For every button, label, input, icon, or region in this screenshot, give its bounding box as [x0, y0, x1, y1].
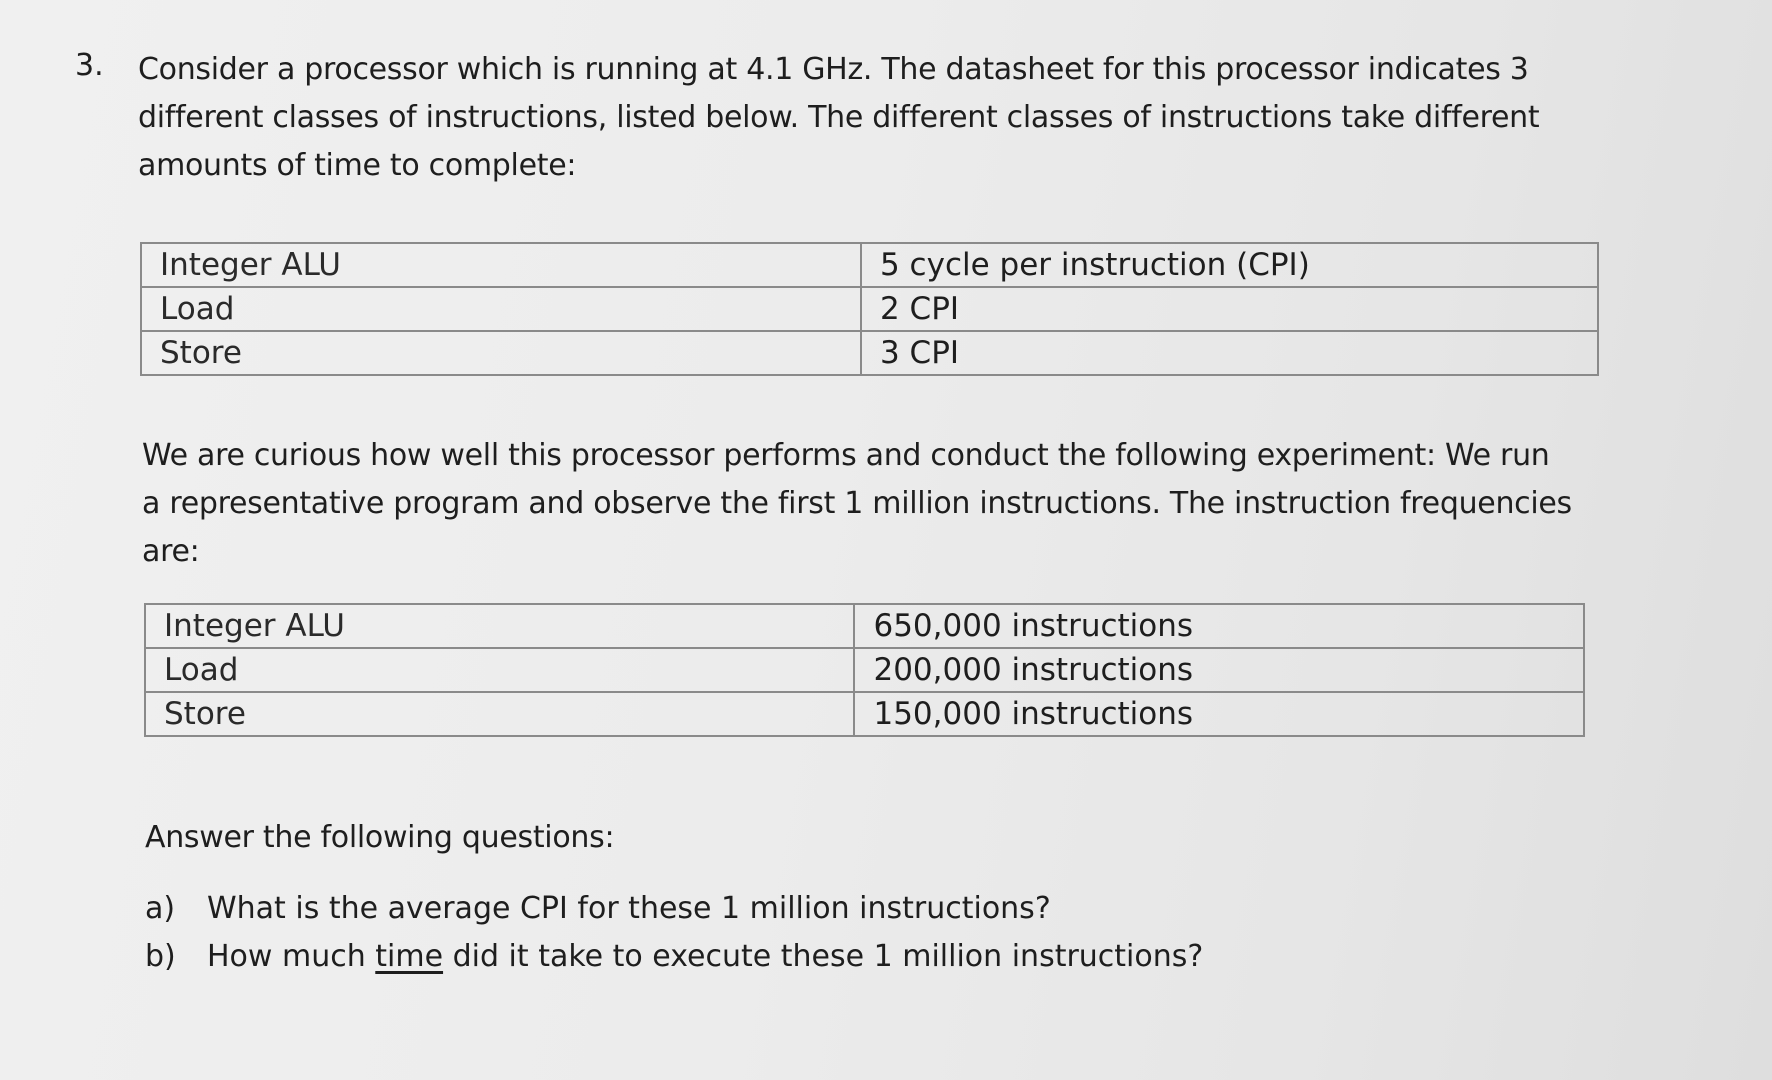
table-row [145, 604, 1584, 648]
sub-question-list [145, 885, 1203, 981]
answer-prompt: Answer the following questions: [145, 820, 615, 855]
frequency-value-cell: 650,000 instructions [854, 604, 1584, 648]
experiment-description: We are curious how well this processor performs and conduct the following experiment: We run a representative program and observe the first 1 million instructions. The instruction frequencies are: [142, 438, 1572, 569]
instruction-class-cell: Load [145, 648, 854, 692]
sub-question-label: a) [145, 891, 176, 926]
emphasized-word: time [375, 939, 444, 974]
sub-question-text-end: did it take to execute these 1 million instructions? [443, 939, 1204, 974]
question-number: 3. [75, 48, 104, 83]
cpi-value-cell: 2 CPI [861, 287, 1598, 331]
table-row [145, 648, 1584, 692]
frequency-value-cell: 200,000 instructions [854, 648, 1584, 692]
sub-question-b [145, 933, 1203, 981]
table-row [141, 331, 1598, 375]
sub-question-label: b) [145, 939, 176, 974]
instruction-class-cell: Store [141, 331, 861, 375]
cpi-table [140, 242, 1599, 376]
table-row [141, 243, 1598, 287]
sub-question-a [145, 885, 1203, 933]
sub-question-text-start: How much [207, 939, 376, 974]
table-row [141, 287, 1598, 331]
cpi-value-cell: 5 cycle per instruction (CPI) [861, 243, 1598, 287]
sub-question-text: What is the average CPI for these 1 million instructions? [207, 891, 1051, 926]
instruction-class-cell: Integer ALU [145, 604, 854, 648]
frequency-table [144, 603, 1585, 737]
frequency-value-cell: 150,000 instructions [854, 692, 1584, 736]
instruction-class-cell: Integer ALU [141, 243, 861, 287]
instruction-class-cell: Store [145, 692, 854, 736]
table-row [145, 692, 1584, 736]
sub-question-text [207, 933, 1203, 981]
instruction-class-cell: Load [141, 287, 861, 331]
cpi-value-cell: 3 CPI [861, 331, 1598, 375]
question-intro: Consider a processor which is running at 4.1 GHz. The datasheet for this processor indicates 3 different classes of instructions, listed below. The different classes of instructions take different amounts of time to complete: [138, 52, 1540, 183]
